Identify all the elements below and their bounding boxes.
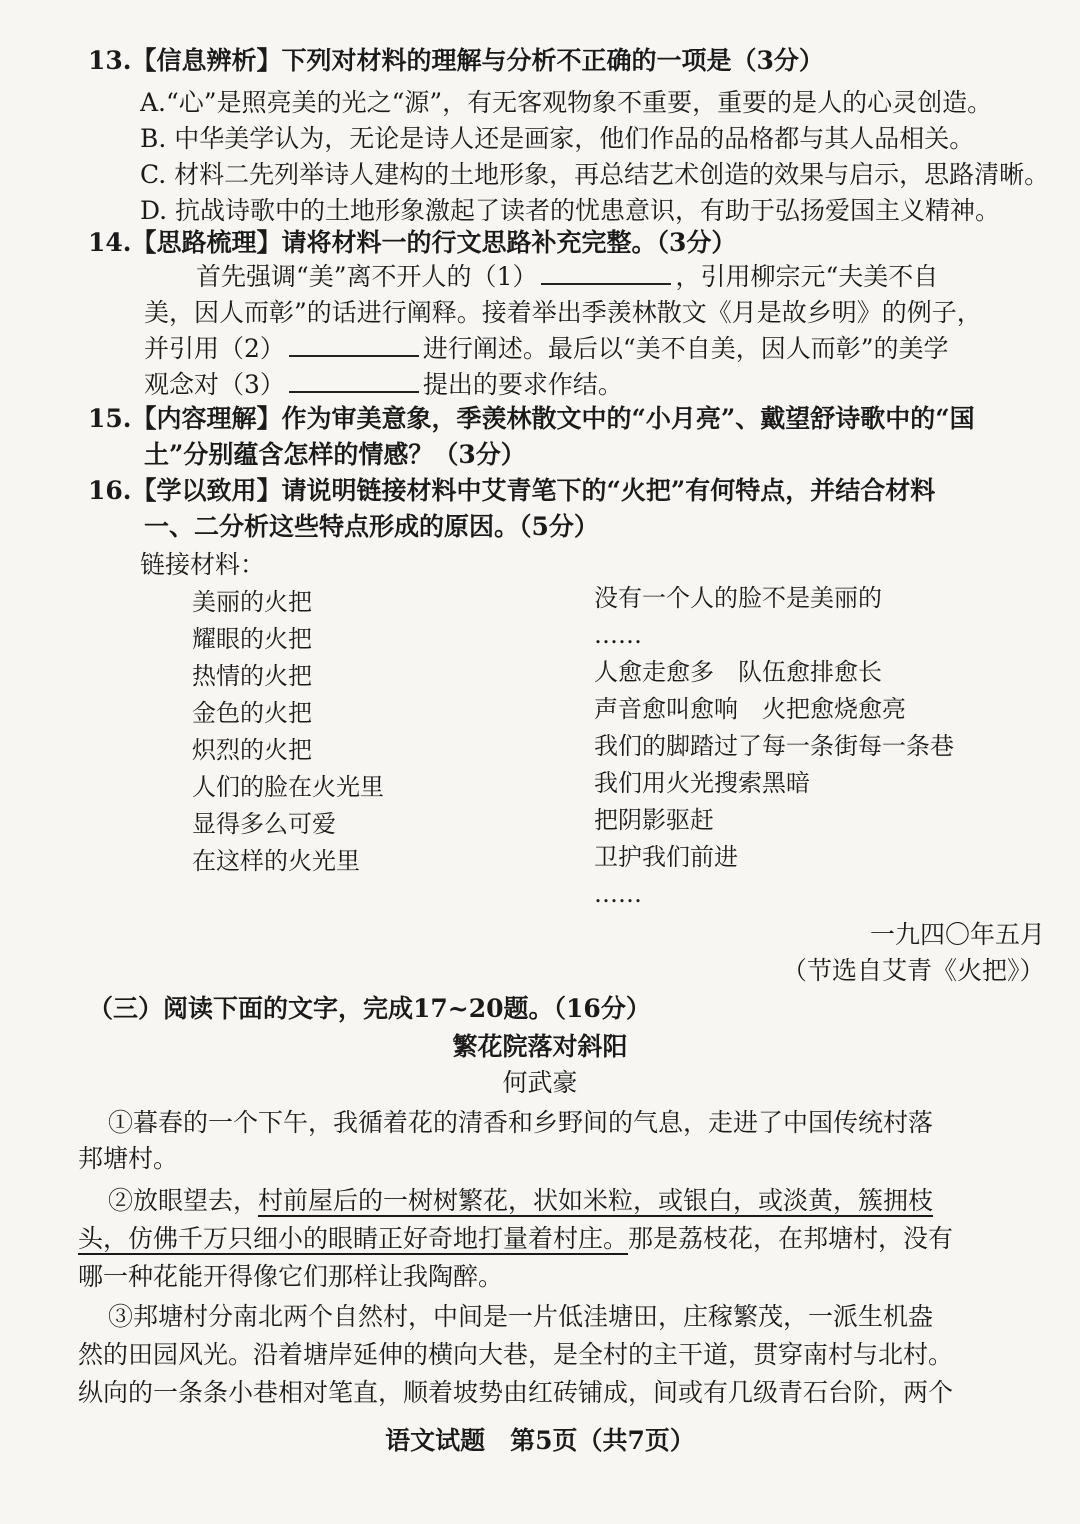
answer-blank-3[interactable] [289,369,419,393]
q14-text: 提出的要求作结。 [422,370,623,399]
poem-right-column [594,580,954,913]
poem-line: 人愈走愈多 队伍愈排愈长 [594,658,882,686]
poem-date: 一九四〇年五月 [870,920,1046,949]
q15-stem-2: 土”分别蕴含怎样的情感？（3分） [144,440,526,469]
article-title: 繁花院落对斜阳 [452,1032,628,1061]
q14-text: ，引用柳宗元“夫美不自 [675,262,939,291]
paragraph-2-line-3: 哪一种花能开得像它们那样让我陶醉。 [78,1262,504,1291]
paragraph-1-line-2: 邦塘村。 [78,1144,179,1173]
poem-line: 金色的火把 [192,699,312,727]
paragraph-3-line-2: 然的田园风光。沿着塘岸延伸的横向大巷，是全村的主干道，贯穿南村与北村。 [78,1340,954,1369]
q15-stem-1: 15.【内容理解】作为审美意象，季羡林散文中的“小月亮”、戴望舒诗歌中的“国 [88,404,975,433]
q14-line-3 [144,332,948,366]
poem-line: 我们用火光搜索黑暗 [594,769,810,797]
q16-stem-1: 16.【学以致用】请说明链接材料中艾青笔下的“火把”有何特点，并结合材料 [88,476,936,505]
page-footer: 语文试题 第5页（共7页） [385,1426,695,1455]
poem-line: 美丽的火把 [192,588,312,616]
paragraph-text: 那是荔枝花，在邦塘村，没有 [628,1224,954,1253]
q13-option-c: C. 材料二先列举诗人建构的土地形象，再总结艺术创造的效果与启示，思路清晰。 [140,160,1050,189]
paragraph-2-line-1 [108,1184,933,1218]
poem-line: 炽烈的火把 [192,736,312,764]
poem-line: 耀眼的火把 [192,625,312,653]
q13-option-b: B. 中华美学认为，无论是诗人还是画家，他们作品的品格都与其人品相关。 [140,124,975,153]
q14-text: 首先强调“美”离不开人的（1） [196,262,538,291]
paragraph-text: ②放眼望去， [108,1186,259,1215]
q16-stem-2: 一、二分析这些特点形成的原因。（5分） [144,512,599,541]
poem-line: 在这样的火光里 [192,847,360,875]
q14-line-4 [144,368,623,402]
poem-line: 显得多么可爱 [192,810,336,838]
poem-left-column [192,584,384,880]
paragraph-2-line-2 [78,1222,953,1256]
poem-line: 卫护我们前进 [594,843,738,871]
section-heading: （三）阅读下面的文字，完成17~20题。（16分） [88,994,651,1023]
q13-stem: 13.【信息辨析】下列对材料的理解与分析不正确的一项是（3分） [88,46,824,75]
q14-text: 进行阐述。最后以“美不自美，因人而彰”的美学 [422,334,949,363]
poem-line: …… [594,621,642,649]
poem-source: （节选自艾青《火把》） [782,956,1045,985]
q13-option-a: A.“心”是照亮美的光之“源”，有无客观物象不重要，重要的是人的心灵创造。 [140,88,993,117]
poem-line: 声音愈叫愈响 火把愈烧愈亮 [594,695,906,723]
answer-blank-2[interactable] [289,333,419,357]
paragraph-1-line-1: ①暮春的一个下午，我循着花的清香和乡野间的气息，走进了中国传统村落 [108,1108,934,1137]
q14-stem: 14.【思路梳理】请将材料一的行文思路补充完整。（3分） [88,228,737,257]
q14-text: 观念对（3） [144,370,285,399]
underlined-sentence: 头，仿佛千万只细小的眼睛正好奇地打量着村庄。 [78,1224,629,1253]
paragraph-3-line-1: ③邦塘村分南北两个自然村，中间是一片低洼塘田，庄稼繁茂，一派生机盎 [108,1302,934,1331]
q13-option-d: D. 抗战诗歌中的土地形象激起了读者的忧患意识，有助于弘扬爱国主义精神。 [140,196,1001,225]
poem-line: …… [594,880,642,908]
q14-text: 并引用（2） [144,334,285,363]
answer-blank-1[interactable] [541,261,671,285]
q14-line-1 [196,260,938,294]
q14-line-2: 美，因人而彰”的话进行阐释。接着举出季羡林散文《月是故乡明》的例子， [144,298,982,327]
poem-line: 没有一个人的脸不是美丽的 [594,584,882,612]
link-material-label: 链接材料： [140,550,266,579]
article-author: 何武豪 [502,1068,578,1097]
underlined-sentence: 村前屋后的一树树繁花，状如米粒，或银白，或淡黄，簇拥枝 [258,1186,934,1215]
poem-line: 我们的脚踏过了每一条街每一条巷 [594,732,954,760]
poem-line: 热情的火把 [192,662,312,690]
poem-line: 把阴影驱赶 [594,806,714,834]
paragraph-3-line-3: 纵向的一条条小巷相对笔直，顺着坡势由红砖铺成，间或有几级青石台阶，两个 [78,1378,954,1407]
poem-line: 人们的脸在火光里 [192,773,384,801]
